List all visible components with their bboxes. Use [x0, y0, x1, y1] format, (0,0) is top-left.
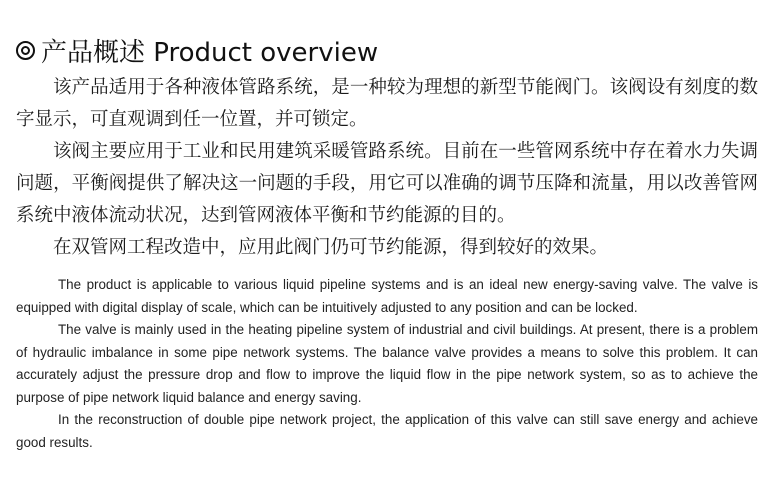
chinese-paragraph-1: 该产品适用于各种液体管路系统，是一种较为理想的新型节能阀门。该阀设有刻度的数字显示，可直观调到任一位置，并可锁定。 — [16, 77, 758, 130]
section-heading — [16, 30, 378, 70]
english-paragraph-2: The valve is mainly used in the heating pipeline system of industrial and civil buildings. At present, there is a problem of hydraulic imbalance in some pipe network systems. The balance valve provides a means to solve this problem. It can accurately adjust the pressure drop and flow to improve the liquid flow in the pipe network system, so as to achieve the purpose of pipe network liquid balance and energy saving. — [16, 322, 758, 405]
double-circle-icon — [16, 41, 35, 60]
chinese-description — [16, 72, 758, 264]
english-description — [16, 274, 758, 454]
chinese-paragraph-2: 该阀主要应用于工业和民用建筑采暖管路系统。目前在一些管网系统中存在着水力失调问题，平衡阀提供了解决这一问题的手段，用它可以准确的调节压降和流量，用以改善管网系统中液体流动状况，达到管网液体平衡和节约能源的目的。 — [16, 141, 758, 226]
english-paragraph-1: The product is applicable to various liquid pipeline systems and is an ideal new energy-saving valve. The valve is equipped with digital display of scale, which can be intuitively adjusted to any position and can be locked. — [16, 277, 758, 315]
english-paragraph-3: In the reconstruction of double pipe network project, the application of this valve can still save energy and achieve good results. — [16, 412, 758, 450]
chinese-paragraph-3: 在双管网工程改造中，应用此阀门仍可节约能源，得到较好的效果。 — [53, 237, 609, 258]
section-title: 产品概述 Product overview — [41, 37, 379, 68]
